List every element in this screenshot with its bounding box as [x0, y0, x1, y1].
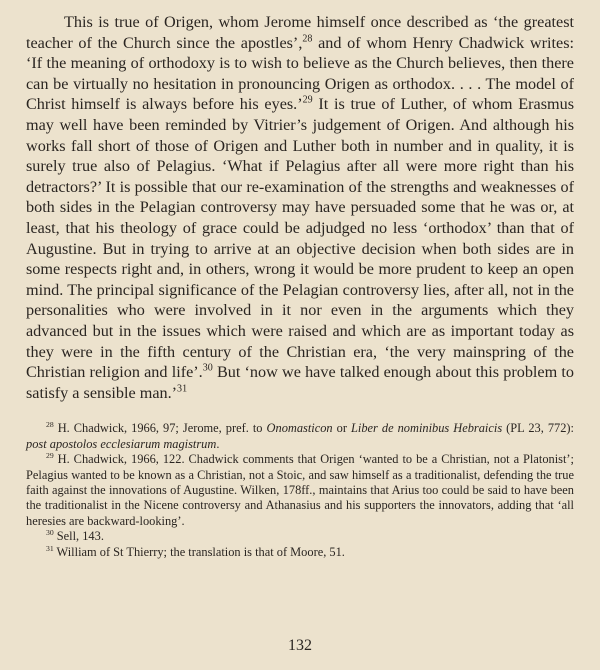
footnotes: [26, 421, 574, 560]
text-run: It is true of Luther, of whom Erasmus may well have been reminded by Vitrier’s judgement of Origen. And although his works fall short of those of Origen and Luther both in number and in quality, it is surely true also of Pelagius. ‘What if Pelagius after all were more right than his detractors?’ It is possible that our re-examination of the strengths and weaknesses of both sides in the Pelagian controversy may have persuaded some that he was or, at least, that his theology of grace could be adjudged no less ‘orthodox’ than that of Augustine. But in trying to arrive at an objective decision when both sides are in some respects right and, in others, wrong it would be more prudent to keep an open mind. The principal significance of the Pelagian controversy lies, after all, not in the personalities who were involved in it nor even in the arguments which they advanced but in the issues which were raised and which are as important today as they were in the fifth century of the Christian era, ‘the very mainspring of the Christian religion and life’.: [26, 95, 574, 382]
footnote-30: [26, 529, 574, 544]
italic-text: Onomasticon: [266, 421, 333, 436]
italic-text: Liber de nominibus Hebraicis: [351, 421, 503, 436]
text-run: William of St Thierry; the translation is that of Moore, 51.: [53, 544, 345, 559]
text-run: H. Chadwick, 1966, 122. Chadwick comments that Origen ‘wanted to be a Christian, not a Platonist’; Pelagius wanted to be known as a Christian, not a Stoic, and saw himself as a traditionalist, defending the true faith against the innovations of Augustine. Wilken, 178ff., maintains that Arius too could be said to have been the traditionalist in the Nicene controversy and Athanasius and his supporters the innovators, adding that ‘all heresies are backward-looking’.: [26, 452, 574, 528]
footnote-marker: 31: [46, 543, 54, 553]
footnote-marker: 30: [46, 528, 54, 537]
text-run: But ‘now we have talked enough about this problem to satisfy a sensible man.’: [26, 363, 574, 402]
footnote-marker: 30: [202, 362, 213, 374]
footnote-marker: 28: [46, 420, 54, 430]
footnote-marker: 29: [302, 94, 313, 106]
text-run: or: [332, 421, 352, 436]
footnote-marker: 31: [177, 383, 188, 395]
page-number: 132: [288, 637, 312, 654]
text-run: H. Chadwick, 1966, 97; Jerome, pref. to: [53, 421, 267, 436]
text-run: .: [216, 436, 220, 451]
text-run: (PL 23, 772):: [502, 421, 574, 436]
footnote-29: [26, 452, 574, 529]
footnote-31: [26, 545, 574, 560]
footnote-marker: 29: [46, 450, 54, 460]
footnote-28: [26, 421, 574, 452]
text-run: Sell, 143.: [53, 529, 104, 544]
text-run: This is true of Origen, whom Jerome himself once described as ‘the greatest teacher of the Church since the apostles’,: [26, 13, 574, 52]
italic-text: post apostolos ecclesiarum magistrum: [26, 436, 217, 451]
text-run: and of whom Henry Chadwick writes: ‘If the meaning of orthodoxy is to wish to believe as the Church believes, then there can be virtually no hesitation in pronouncing Origen as orthodox. . . . The model of Christ himself is always before his eyes.’: [26, 33, 574, 114]
footnote-marker: 28: [302, 33, 313, 45]
body-paragraph: [26, 12, 574, 403]
